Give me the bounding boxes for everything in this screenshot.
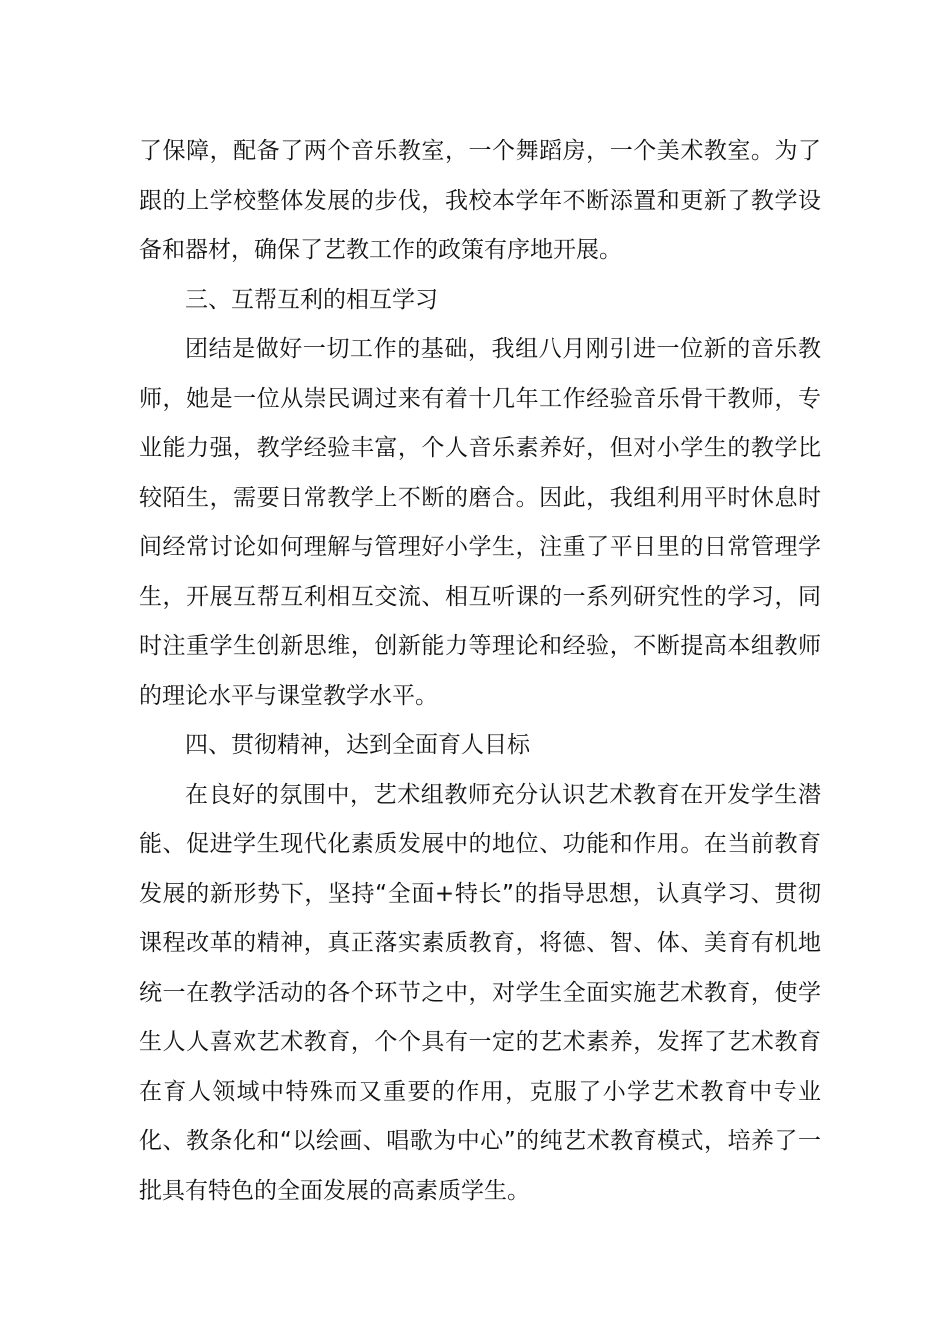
paragraph-holistic-education: 在良好的氛围中，艺术组教师充分认识艺术教育在开发学生潜能、促进学生现代化素质发展中的地位、功能和作用。在当前教育发展的新形势下，坚持“全面+特长”的指导思想，认真学习、贯彻课程改革的精神，真正落实素质教育，将德、智、体、美育有机地统一在教学活动的各个环节之中，对学生全面实施艺术教育，使学生人人喜欢艺术教育，个个具有一定的艺术素养，发挥了艺术教育在育人领域中特殊而又重要的作用，克服了小学艺术教育中专业化、教条化和“以绘画、唱歌为中心”的纯艺术教育模式，培养了一批具有特色的全面发展的高素质学生。 [139, 781, 821, 1204]
paragraph-mutual-learning: 团结是做好一切工作的基础，我组八月刚引进一位新的音乐教师，她是一位从崇民调过来有着十几年工作经验音乐骨干教师，专业能力强，教学经验丰富，个人音乐素养好，但对小学生的教学比较陌生，需要日常教学上不断的磨合。因此，我组利用平时休息时间经常讨论如何理解与管理好小学生，注重了平日里的日常管理学生，开展互帮互利相互交流、相互听课的一系列研究性的学习，同时注重学生创新思维，创新能力等理论和经验，不断提高本组教师的理论水平与课堂教学水平。 [139, 336, 821, 709]
section-heading-4: 四、贯彻精神，达到全面育人目标 [185, 732, 530, 758]
paragraph-continuation: 了保障，配备了两个音乐教室，一个舞蹈房，一个美术教室。为了跟的上学校整体发展的步伐，我校本学年不断添置和更新了教学设备和器材，确保了艺教工作的政策有序地开展。 [139, 138, 821, 263]
section-heading-3: 三、互帮互利的相互学习 [185, 286, 438, 313]
document-body [139, 127, 821, 1216]
